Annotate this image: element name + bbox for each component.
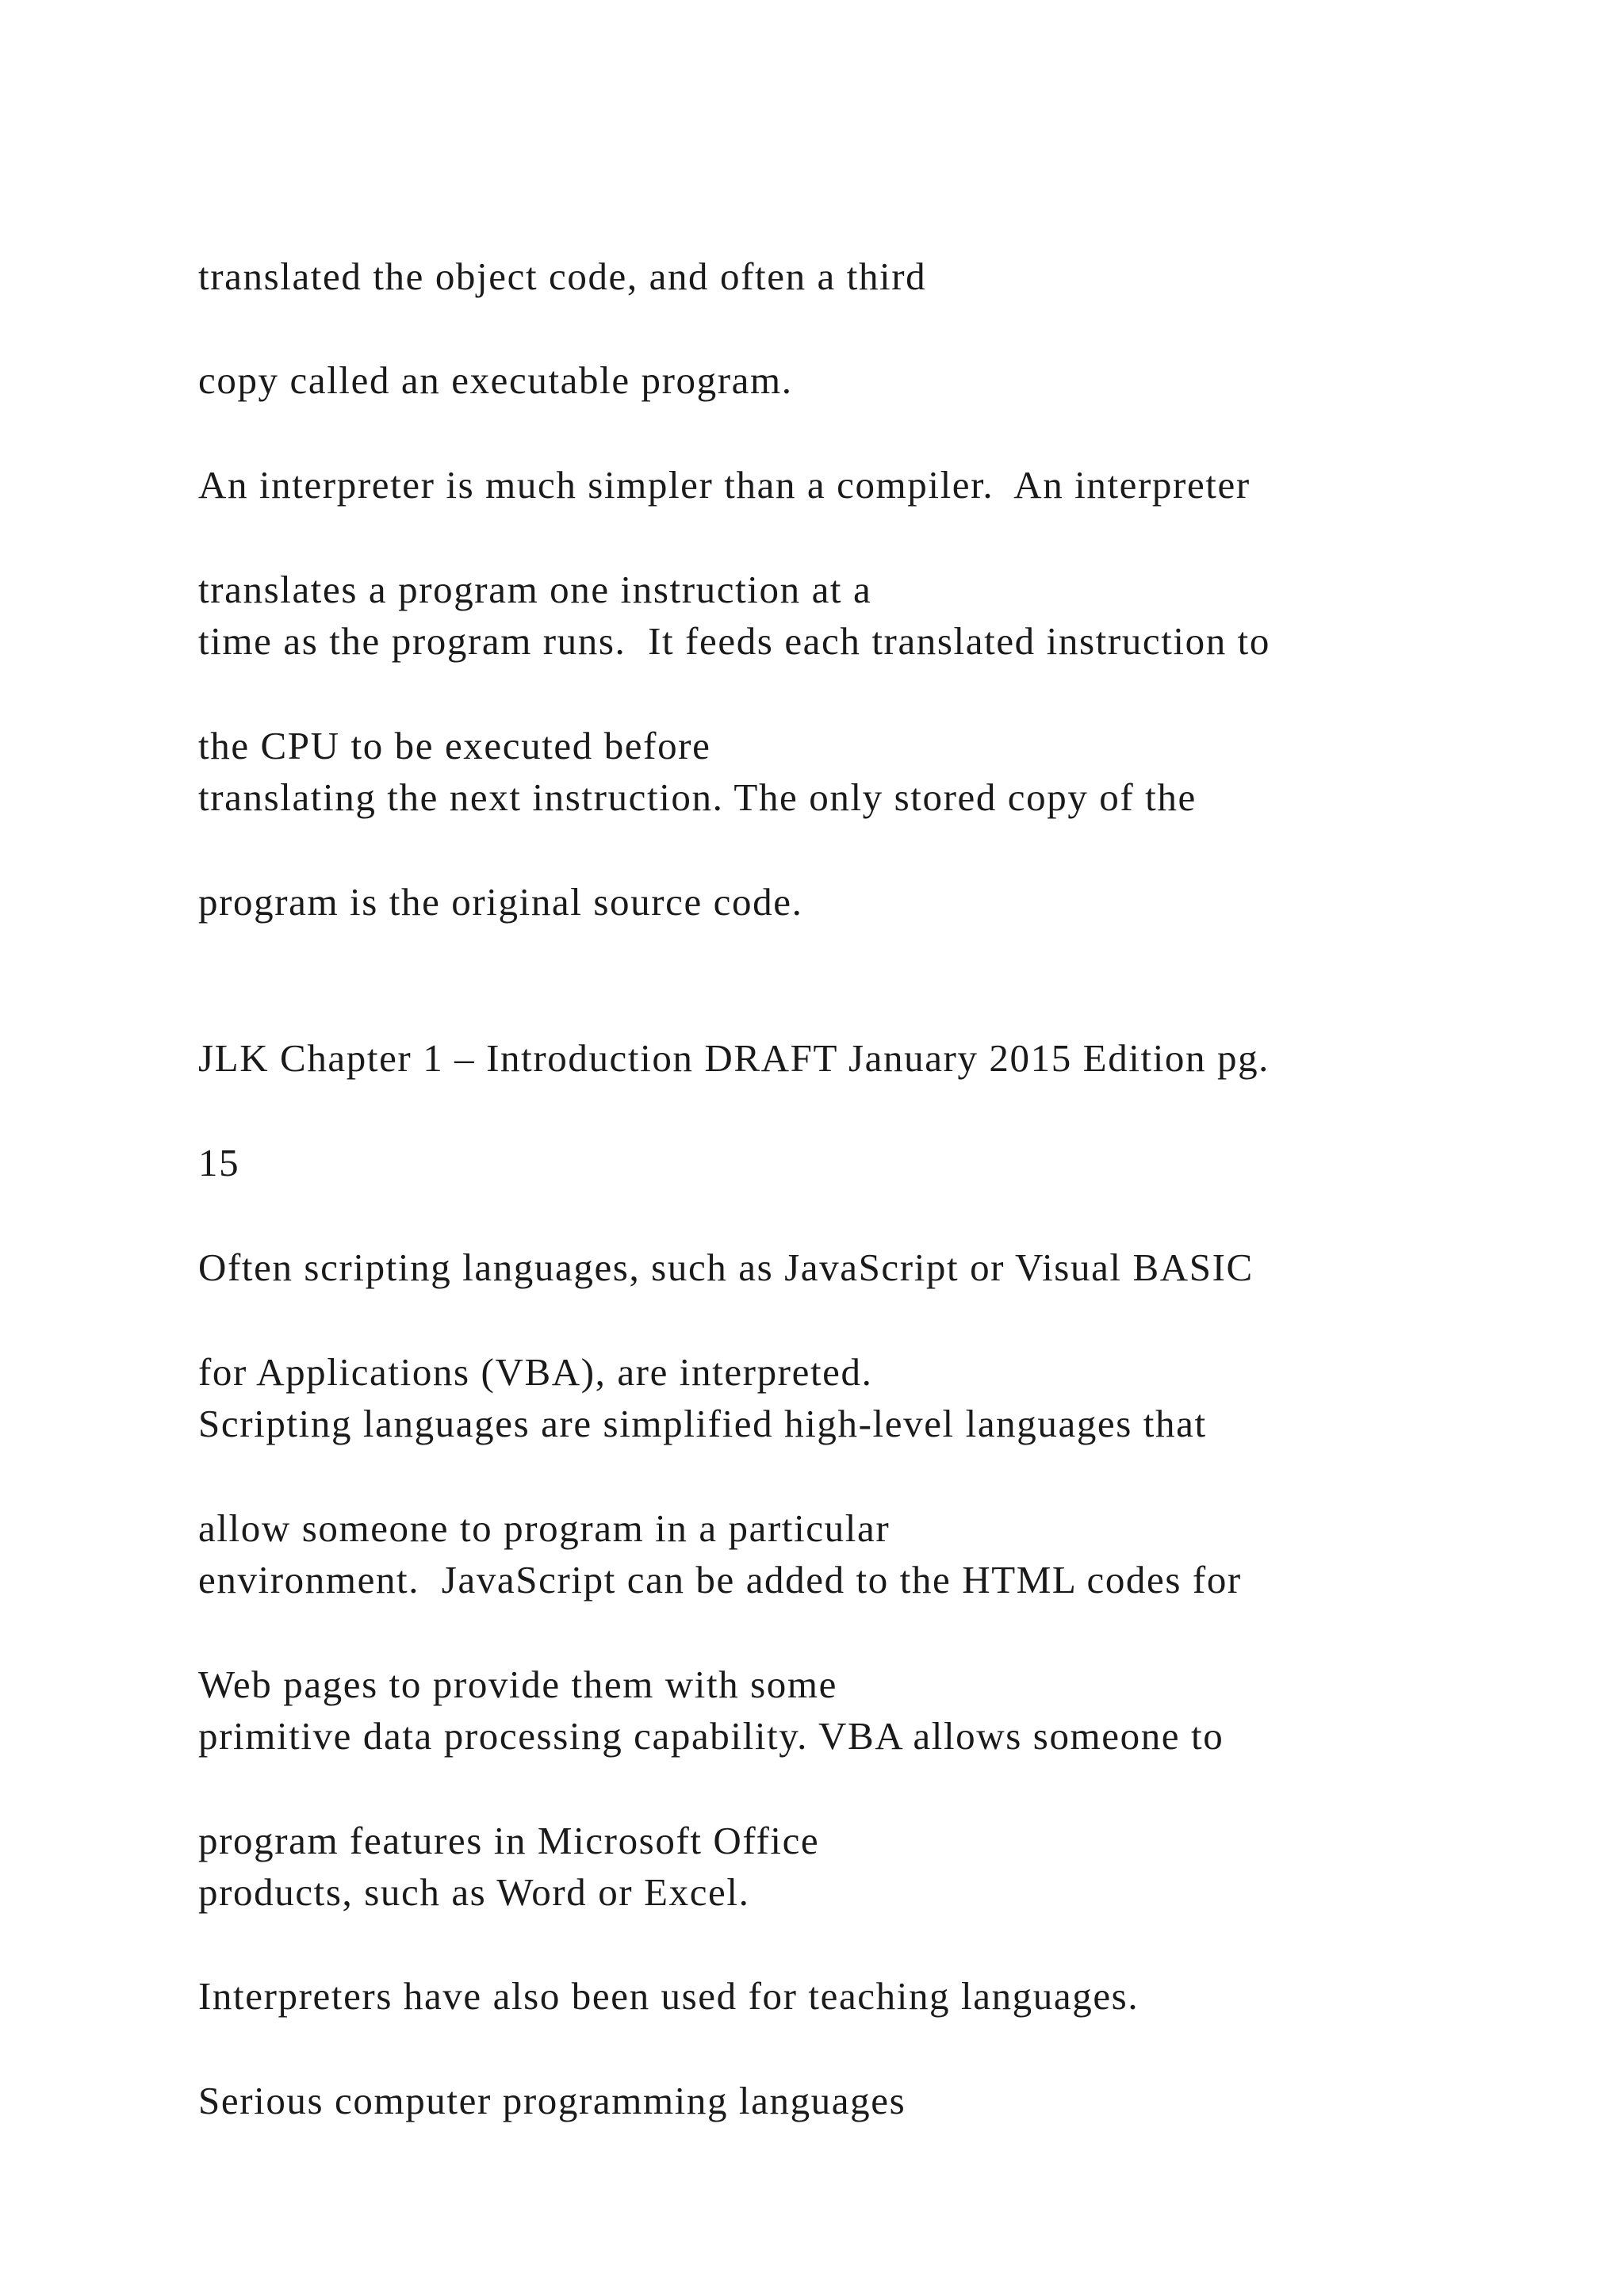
text-line: products, such as Word or Excel. xyxy=(198,1870,750,1914)
page-number: 15 xyxy=(198,1141,240,1184)
text-line: Often scripting languages, such as JavaScript or Visual BASIC xyxy=(198,1246,1254,1289)
text-line: Interpreters have also been used for teaching languages. xyxy=(198,1974,1139,2018)
text-line: translates a program one instruction at a xyxy=(198,568,872,611)
text-line: environment. JavaScript can be added to the HTML codes for xyxy=(198,1558,1242,1601)
text-line: allow someone to program in a particular xyxy=(198,1506,891,1550)
text-line: for Applications (VBA), are interpreted. xyxy=(198,1350,873,1394)
paragraph-teaching-languages xyxy=(198,1918,1507,2179)
text-line: primitive data processing capability. VBA allows someone to xyxy=(198,1714,1224,1758)
text-line: An interpreter is much simpler than a compiler. An interpreter xyxy=(198,463,1251,507)
text-line: program is the original source code. xyxy=(198,880,803,924)
paragraph-source-code xyxy=(198,719,1507,981)
text-line: the CPU to be executed before xyxy=(198,724,711,767)
footer-line: JLK Chapter 1 – Introduction DRAFT January 2015 Edition pg. xyxy=(198,1036,1270,1080)
text-line: program features in Microsoft Office xyxy=(198,1819,820,1862)
text-line: copy called an executable program. xyxy=(198,358,793,402)
text-line: Scripting languages are simplified high-level languages that xyxy=(198,1402,1207,1445)
text-line: translated the object code, and often a third xyxy=(198,254,927,298)
text-line: time as the program runs. It feeds each translated instruction to xyxy=(198,619,1270,663)
text-line: translating the next instruction. The only stored copy of the xyxy=(198,775,1197,819)
text-line: Serious computer programming languages xyxy=(198,2079,906,2122)
text-line: Web pages to provide them with some xyxy=(198,1663,837,1706)
